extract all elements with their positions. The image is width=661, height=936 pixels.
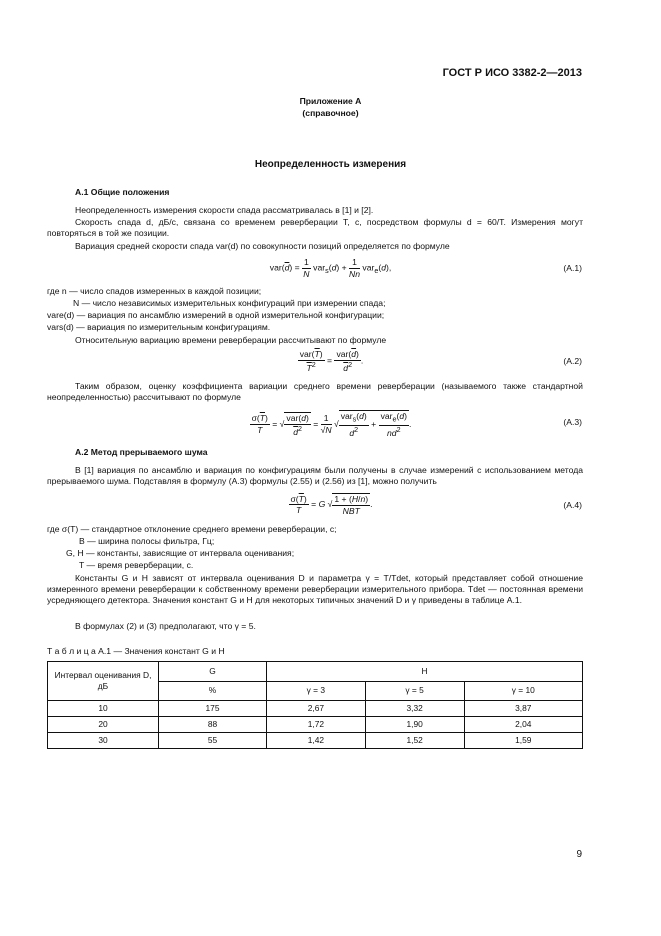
table-cell: 10	[48, 701, 159, 717]
subheader-g: %	[159, 681, 267, 701]
annex-subtitle: (справочное)	[302, 108, 359, 118]
header-h: H	[267, 662, 583, 682]
equation-number: (A.4)	[563, 500, 582, 510]
table-row	[48, 701, 583, 717]
table-cell: 1,52	[365, 733, 464, 749]
section-a1-heading: А.1 Общие положения	[75, 187, 170, 197]
equation-number: (A.2)	[563, 356, 582, 366]
paragraph: Относительную вариацию времени реверберации рассчитывают по формуле	[75, 335, 387, 345]
paragraph: Неопределенность измерения скорости спада рассматривалась в [1] и [2].	[75, 205, 374, 215]
table-cell: 3,32	[365, 701, 464, 717]
equation-a3: $\frac{\sigma(\overline{T})}{T}$ = √ $\frac{var(\overline{d})}{\overline{d}^2}$ = $\frac{1}{√N}$ √ $\frac{var_s(d)}{d^2}$ + $\frac{var_e(d)}{nd^2}$ .	[251, 411, 412, 438]
paragraph: Вариация средней скорости спада var(d) по совокупности позиций определяется по формуле	[75, 241, 450, 251]
section-a2-heading: А.2 Метод прерываемого шума	[75, 447, 208, 457]
table-cell: 1,72	[267, 717, 366, 733]
where-line: T — время реверберации, с.	[79, 560, 194, 570]
equation-number: (A.3)	[563, 417, 582, 427]
subheader-h: γ = 5	[365, 681, 464, 701]
where-line: G, H — константы, зависящие от интервала оценивания;	[66, 548, 295, 558]
table-row	[48, 733, 583, 749]
table-cell: 2,04	[464, 717, 583, 733]
table-row	[48, 717, 583, 733]
equation-a1: $var(\overline{d})$ = $\frac{1}{N}$ var$_s$(d) + $\frac{1}{Nn}$ var$_e$(d),	[269, 257, 392, 279]
annex-title: Приложение А	[299, 96, 362, 106]
section-title: Неопределенность измерения	[254, 159, 407, 170]
table-cell: 3,87	[464, 701, 583, 717]
where-line: N — число независимых измерительных конфигураций при измерении спада;	[73, 298, 386, 308]
paragraph: Константы G и H зависят от интервала оценивания D и параметра γ = T/Tdet, который представляет собой отношение измеренного времени реверберации к собственному времени реверберации измерительного прибора. Tdet — постоянная времени усредняющего детектора. Значения констант G и H для некоторых типичных значений D и γ приведены в таблице А.1.	[47, 573, 583, 606]
table-cell: 175	[159, 701, 267, 717]
paragraph: В [1] вариация по ансамблю и вариация по конфигурациям были получены в случае измерений с использованием метода прерываемого шума. Подставляя в формулу (А.3) формулы (2.55) и (2.56) из [1], можно получить	[47, 465, 583, 487]
header-interval: Интервал оценивания D, дБ	[48, 662, 159, 701]
table-cell: 1,59	[464, 733, 583, 749]
equation-a4: $\frac{\sigma(\overline{T})}{T}$ = G √ $\frac{1 + (H/n)}{\text{NBT}}$ .	[290, 493, 373, 516]
page-number: 9	[576, 849, 582, 860]
constants-table	[47, 661, 583, 749]
table-cell: 88	[159, 717, 267, 733]
table-cell: 30	[48, 733, 159, 749]
table-cell: 55	[159, 733, 267, 749]
equation-a2: $\frac{var(\overline{T})}{\overline{T}^2}$ = $\frac{var(\overline{d})}{\overline{d}^2}$ .	[299, 349, 364, 373]
table-cell: 1,42	[267, 733, 366, 749]
where-line: vare(d) — вариация по ансамблю измерений в одной измерительной конфигурации;	[47, 310, 385, 320]
header-g: G	[159, 662, 267, 682]
paragraph: В формулах (2) и (3) предполагают, что γ = 5.	[75, 621, 256, 631]
table-cell: 1,90	[365, 717, 464, 733]
where-line: B — ширина полосы фильтра, Гц;	[79, 536, 215, 546]
subheader-h: γ = 3	[267, 681, 366, 701]
table-cell: 20	[48, 717, 159, 733]
where-line: где σ(T) — стандартное отклонение среднего времени реверберации, с;	[47, 524, 337, 534]
subheader-h: γ = 10	[464, 681, 583, 701]
where-line: vars(d) — вариация по измерительным конфигурациям.	[47, 322, 271, 332]
paragraph: Скорость спада d, дБ/с, связана со временем реверберации T, с, посредством формулы d = 60/T. Измерения могут повторяться в той же позиции.	[47, 217, 583, 239]
equation-number: (A.1)	[563, 263, 582, 273]
standard-header: ГОСТ Р ИСО 3382-2—2013	[442, 67, 582, 79]
table-caption: Т а б л и ц а А.1 — Значения констант G и H	[47, 646, 225, 656]
paragraph: Таким образом, оценку коэффициента вариации среднего времени реверберации (называемого также стандартной неопределенностью) рассчитывают по формуле	[47, 381, 583, 403]
table-cell: 2,67	[267, 701, 366, 717]
where-line: где n — число спадов измеренных в каждой позиции;	[47, 286, 262, 296]
